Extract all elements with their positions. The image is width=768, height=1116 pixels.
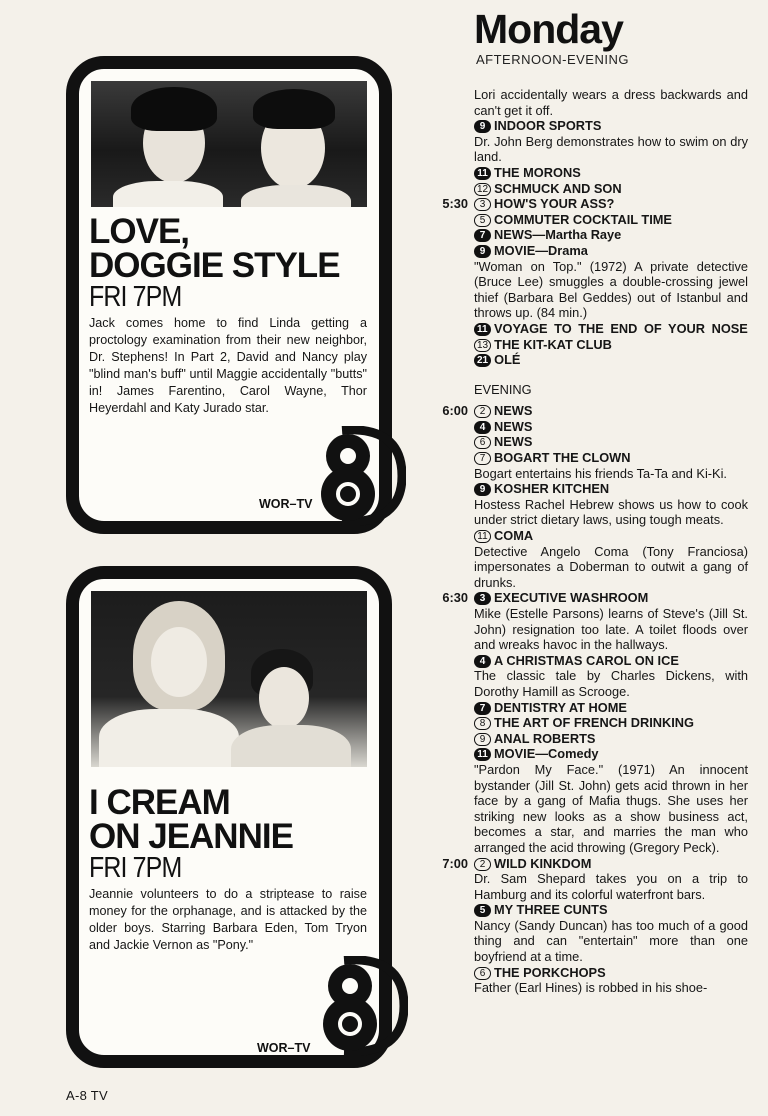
channel-badge: 21 [474, 354, 491, 367]
program-title: NEWS—Martha Raye [494, 227, 622, 243]
listing-description: Hostess Rachel Hebrew shows us how to cook under strict dietary laws, using tough meats. [474, 496, 748, 528]
listing-description: Bogart entertains his friends Ta-Ta and Ki-Ki. [474, 465, 727, 481]
channel-badge: 3 [474, 592, 491, 605]
ad-description: Jeannie volunteers to do a striptease to raise money for the orphanage, and is attacked by the older boys. Starring Barbara Eden, Tom Tryon and Jackie Vernon as "Pony." [89, 887, 367, 952]
listing-description: The classic tale by Charles Dickens, with Dorothy Hamill as Scrooge. [474, 668, 748, 699]
program-title: EXECUTIVE WASHROOM [494, 590, 649, 606]
program-title: ANAL ROBERTS [494, 730, 596, 746]
listing-title-row [474, 352, 748, 368]
program-title: NEWS [494, 418, 533, 434]
listing-description: Mike (Estelle Parsons) learns of Steve's (Jill St. John) resignation too late. A toilet floods over and wreaks havoc in the hallways. [474, 606, 748, 653]
listing-title-row [474, 337, 748, 353]
listing-title-row [474, 965, 748, 981]
time-slot: 6:30 [442, 590, 468, 606]
ad-title: I CREAM ON JEANNIE [89, 783, 293, 856]
channel-badge: 9 [474, 483, 491, 496]
program-title: THE PORKCHOPS [494, 964, 606, 980]
channel-badge: 11 [474, 748, 491, 761]
program-title: THE KIT-KAT CLUB [494, 336, 612, 352]
listing-title-row [474, 746, 748, 762]
program-title: MOVIE—Drama [494, 242, 588, 258]
ad-airtime: FRI 7PM [89, 852, 182, 884]
listing-title-row [474, 434, 748, 450]
day-subheading: AFTERNOON-EVENING [476, 52, 629, 67]
channel-badge: 2 [474, 858, 491, 871]
program-title: HOW'S YOUR ASS? [494, 196, 615, 212]
program-title: MY THREE CUNTS [494, 902, 608, 918]
program-title: VOYAGE TO THE END OF YOUR NOSE [494, 320, 748, 336]
channel-badge: 2 [474, 405, 491, 418]
program-title: BOGART THE CLOWN [494, 450, 631, 466]
listing-description: Nancy (Sandy Duncan) has too much of a good thing and can "entertain" more than one boyfriend at a time. [474, 917, 748, 965]
program-title: WILD KINKDOM [494, 855, 592, 871]
listing-description: Detective Angelo Coma (Tony Franciosa) impersonates a Doberman to outwit a gang of drunks. [474, 543, 748, 590]
listing-title-row [474, 902, 748, 918]
program-title: NEWS [494, 403, 533, 419]
listing-description: "Woman on Top." (1972) A private detective (Bruce Lee) smuggles a double-crossing jewel thief (Barbara Bel Geddes) out of Istanbul and throws up. (84 min.) [474, 258, 748, 321]
program-title: THE ART OF FRENCH DRINKING [494, 715, 695, 731]
channel-badge: 4 [474, 655, 491, 668]
program-title: MOVIE—Comedy [494, 746, 599, 762]
channel-badge: 4 [474, 421, 491, 434]
channel-badge: 12 [474, 183, 491, 196]
time-slot: 6:00 [442, 403, 468, 419]
channel-badge: 9 [474, 733, 491, 746]
channel-badge: 11 [474, 323, 491, 336]
listing-description: Father (Earl Hines) is robbed in his shoe- [474, 980, 708, 996]
listing-title-row [474, 227, 748, 243]
listing-title-row [474, 653, 748, 669]
channel-badge: 11 [474, 167, 491, 180]
listing-title-row [474, 700, 748, 716]
listing-title-row [442, 196, 748, 212]
ad-photo-woman-boy [91, 591, 367, 767]
program-title: OLÉ [494, 352, 521, 368]
listing-title-row [474, 165, 748, 181]
listing-title-row [474, 118, 748, 134]
day-heading: Monday [474, 6, 623, 52]
channel-badge: 6 [474, 436, 491, 449]
listing-title-row [474, 181, 748, 197]
program-title: COMMUTER COCKTAIL TIME [494, 211, 672, 227]
listing-title-row [474, 528, 748, 544]
listing-description: "Pardon My Face." (1971) An innocent bystander (Jill St. John) gets acid thrown in her face by a gang of Mafia thugs. She uses her striking new looks as a show business act, becomes a star, and marries the man who arranged the acid throwing (Gregory Peck). [474, 761, 748, 855]
listing-title-row [474, 212, 748, 228]
listing-title-row [474, 321, 748, 337]
ad-description: Jack comes home to find Linda getting a proctology examination from their new neighbor, Dr. Stephens! In Part 2, David and Nancy play "blind man's buff" until Maggie accidentally "butts" in! James Farentino, Carol Wayne, Thor Heyerdahl and Katy Jurado star. [89, 316, 367, 415]
channel-badge: 5 [474, 904, 491, 917]
channel-badge: 7 [474, 702, 491, 715]
program-title: NEWS [494, 434, 533, 450]
station-label: WOR–TV [257, 1041, 311, 1055]
listing-description: Lori accidentally wears a dress backwards and can't get it off. [474, 87, 748, 118]
channel-badge: 6 [474, 967, 491, 980]
time-slot: 5:30 [442, 196, 468, 212]
listing-title-row [474, 481, 748, 497]
channel-8-logo [316, 426, 406, 526]
channel-8-logo [318, 956, 408, 1056]
channel-badge: 7 [474, 229, 491, 242]
page-number: A-8 TV [66, 1088, 109, 1103]
channel-badge: 7 [474, 452, 491, 465]
program-title: SCHMUCK AND SON [494, 180, 622, 196]
channel-badge: 5 [474, 214, 491, 227]
channel-badge: 13 [474, 339, 491, 352]
listing-title-row [474, 715, 748, 731]
channel-badge: 8 [474, 717, 491, 730]
channel-badge: 9 [474, 120, 491, 133]
listing-title-row [442, 590, 748, 606]
listing-title-row [442, 855, 748, 872]
station-label: WOR–TV [259, 497, 313, 511]
ad-photo-couple [91, 81, 367, 207]
program-title: A CHRISTMAS CAROL ON ICE [494, 652, 679, 668]
time-slot: 7:00 [442, 855, 468, 871]
channel-badge: 11 [474, 530, 491, 543]
listing-title-row [442, 403, 748, 419]
listing-title-row [474, 450, 748, 466]
listing-title-row [474, 419, 748, 435]
channel-badge: 9 [474, 245, 491, 258]
listing-title-row [474, 243, 748, 259]
program-title: COMA [494, 528, 534, 544]
program-title: DENTISTRY AT HOME [494, 699, 627, 715]
ad-airtime: FRI 7PM [89, 281, 182, 313]
program-title: INDOOR SPORTS [494, 118, 602, 134]
section-heading-evening: EVENING [474, 381, 532, 397]
channel-badge: 3 [474, 198, 491, 211]
listing-description: Dr. John Berg demonstrates how to swim on dry land. [474, 133, 748, 165]
program-title: KOSHER KITCHEN [494, 481, 610, 497]
listing-title-row [474, 731, 748, 747]
ad-title: LOVE, DOGGIE STYLE [89, 212, 340, 285]
listing-description: Dr. Sam Shepard takes you on a trip to Hamburg and its colorful waterfront bars. [474, 871, 748, 902]
tv-listings [442, 87, 748, 996]
program-title: THE MORONS [494, 164, 581, 180]
